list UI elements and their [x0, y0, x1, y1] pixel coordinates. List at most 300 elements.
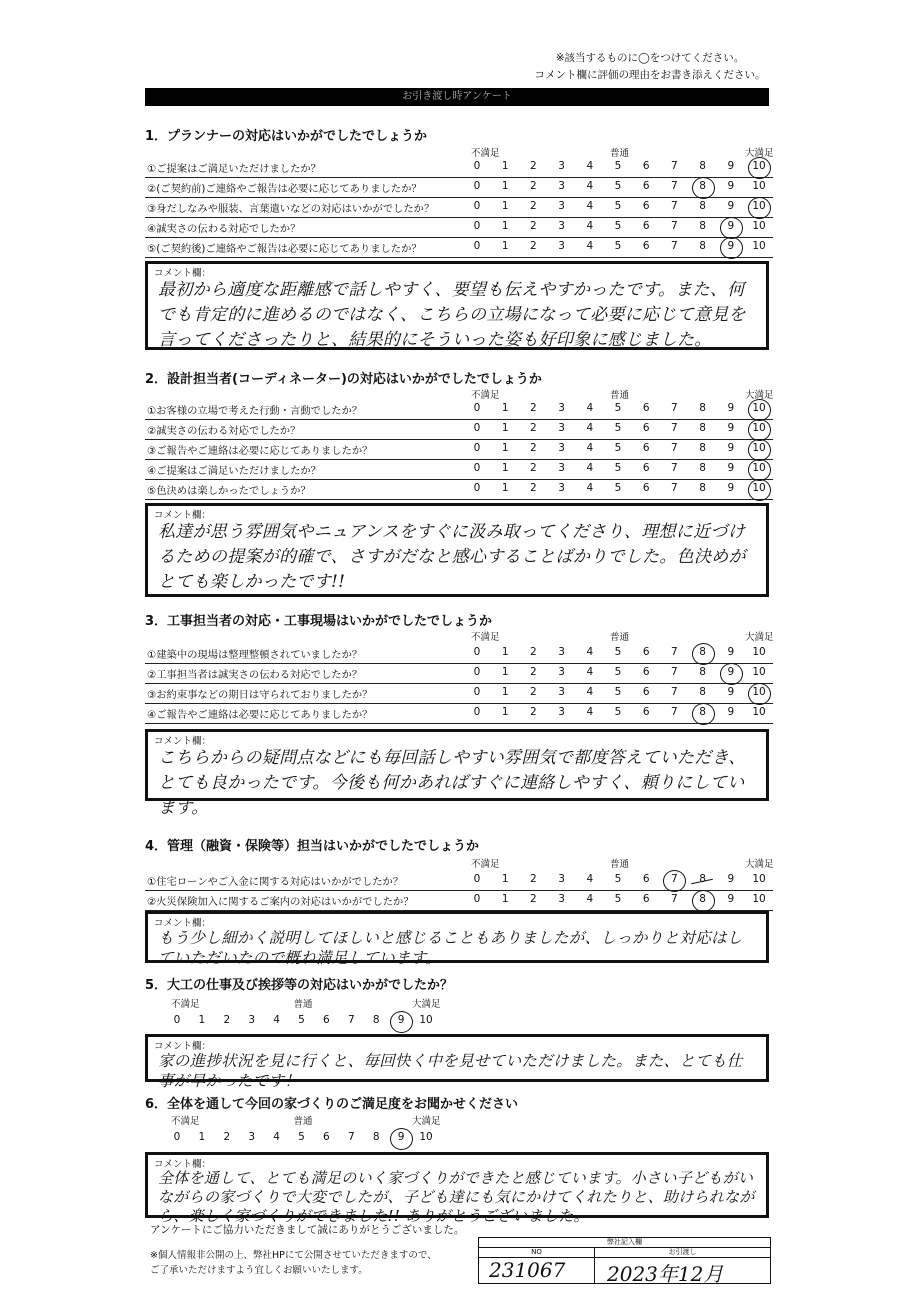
scale-label-mid: 普通	[610, 148, 630, 159]
rating-option-7[interactable]: 7	[671, 462, 678, 474]
rating-option-5[interactable]: 5	[614, 706, 622, 718]
scale-label-low: 不満足	[471, 859, 500, 870]
rating-option-6[interactable]: 6	[642, 220, 650, 232]
rating-option-3[interactable]: 3	[558, 240, 565, 252]
selected-circle-mark	[748, 197, 771, 219]
rating-option-5[interactable]: 5	[614, 200, 622, 212]
rating-option-7[interactable]: 7	[671, 180, 678, 192]
question-text: ①ご提案はご満足いただけましたか？	[147, 163, 321, 175]
survey-banner: お引き渡し時アンケート	[145, 88, 769, 106]
rating-option-9[interactable]: 9	[391, 1014, 411, 1026]
rating-option-5[interactable]: 5	[614, 482, 622, 494]
rating-option-5[interactable]: 5	[614, 220, 622, 232]
scale-label-low: 不満足	[171, 1116, 200, 1127]
rating-option-6[interactable]: 6	[642, 873, 650, 885]
privacy-note-2: ご了承いただけますよう宜しくお願いいたします。	[150, 1265, 368, 1276]
rating-option-6[interactable]: 6	[642, 402, 650, 414]
rating-option-8[interactable]: 8	[699, 666, 706, 678]
rating-option-3[interactable]: 3	[558, 442, 565, 454]
rating-option-6[interactable]: 6	[323, 1131, 330, 1143]
rating-option-2[interactable]: 2	[530, 220, 537, 232]
rating-option-10[interactable]: 10	[749, 160, 769, 172]
question-text: ①お客様の立場で考えた行動・言動でしたか？	[147, 405, 363, 417]
rating-option-10[interactable]: 10	[752, 873, 766, 885]
scale-label-mid: 普通	[610, 632, 630, 643]
rating-option-3[interactable]: 3	[558, 893, 565, 905]
question-row	[145, 684, 773, 704]
rating-option-1[interactable]: 1	[501, 462, 509, 474]
rating-option-10[interactable]: 10	[752, 706, 766, 718]
rating-option-9[interactable]: 9	[727, 873, 735, 885]
rating-option-5[interactable]: 5	[614, 240, 622, 252]
rating-option-1[interactable]: 1	[501, 402, 509, 414]
date-value: 2023年12月	[607, 1262, 724, 1286]
rating-option-8[interactable]: 8	[693, 873, 713, 885]
rating-option-4[interactable]: 4	[586, 893, 594, 905]
rating-option-5[interactable]: 5	[614, 402, 622, 414]
rating-option-10[interactable]: 10	[752, 893, 766, 905]
rating-option-1[interactable]: 1	[501, 893, 509, 905]
rating-option-6[interactable]: 6	[642, 240, 650, 252]
rating-option-3[interactable]: 3	[248, 1014, 256, 1026]
rating-option-3[interactable]: 3	[558, 666, 565, 678]
rating-option-0[interactable]: 0	[473, 893, 481, 905]
rating-option-9[interactable]: 9	[727, 200, 735, 212]
rating-option-9[interactable]: 9	[721, 220, 741, 232]
scale-label-mid: 普通	[610, 859, 630, 870]
rating-option-0[interactable]: 0	[473, 666, 481, 678]
selected-circle-mark	[748, 683, 771, 705]
rating-option-1[interactable]: 1	[501, 706, 509, 718]
question-row	[145, 420, 773, 440]
rating-option-9[interactable]: 9	[727, 422, 735, 434]
rating-option-5[interactable]: 5	[614, 462, 622, 474]
rating-option-9[interactable]: 9	[727, 462, 735, 474]
rating-option-1[interactable]: 1	[501, 422, 509, 434]
rating-option-10[interactable]: 10	[752, 220, 766, 232]
question-text: ③ご報告やご連絡は必要に応じてありましたか？	[147, 445, 373, 457]
rating-option-5[interactable]: 5	[614, 873, 622, 885]
rating-option-5[interactable]: 5	[614, 180, 622, 192]
scale-label-low: 不満足	[171, 999, 200, 1010]
rating-option-9[interactable]: 9	[727, 706, 735, 718]
rating-option-3[interactable]: 3	[558, 220, 565, 232]
rating-option-7[interactable]: 7	[671, 220, 678, 232]
selected-circle-mark	[748, 419, 771, 441]
date-label: お引渡し	[595, 1248, 770, 1258]
comment-label: コメント欄：	[154, 510, 212, 521]
rating-option-6[interactable]: 6	[642, 422, 650, 434]
question-row	[145, 440, 773, 460]
rating-option-3[interactable]: 3	[248, 1131, 256, 1143]
scale-label-low: 不満足	[471, 148, 500, 159]
question-text: ③お約束事などの期日は守られておりましたか？	[147, 689, 373, 701]
selected-circle-mark	[663, 870, 686, 892]
rating-option-4[interactable]: 4	[586, 160, 594, 172]
rating-option-7[interactable]: 7	[671, 666, 678, 678]
rating-option-4[interactable]: 4	[586, 482, 594, 494]
section-5-comment-box	[145, 1034, 769, 1090]
rating-option-0[interactable]: 0	[473, 482, 481, 494]
question-text: ①建築中の現場は整理整頓されていましたか？	[147, 649, 363, 661]
question-text: ⑤(ご契約後)ご連絡やご報告は必要に応じてありましたか？	[147, 243, 422, 255]
question-row	[145, 664, 773, 684]
selected-circle-mark	[748, 459, 771, 481]
rating-option-3[interactable]: 3	[558, 482, 565, 494]
rating-option-8[interactable]: 8	[699, 402, 706, 414]
question-text: ②工事担当者は誠実さの伝わる対応でしたか？	[147, 669, 363, 681]
section-6-title: 6．全体を通して今回の家づくりのご満足度をお聞かせください	[145, 1097, 519, 1112]
rating-option-0[interactable]: 0	[473, 706, 481, 718]
rating-option-5[interactable]: 5	[614, 666, 622, 678]
rating-option-3[interactable]: 3	[558, 706, 565, 718]
scale-label-high: 大満足	[745, 859, 774, 870]
question-row	[145, 158, 773, 178]
privacy-note-1: ※個人情報非公開の上、弊社HPにて公開させていただきますので、	[150, 1250, 437, 1261]
rating-option-8[interactable]: 8	[699, 200, 706, 212]
rating-option-10[interactable]: 10	[419, 1014, 433, 1026]
scale-label-low: 不満足	[471, 632, 500, 643]
rating-option-7[interactable]: 7	[664, 873, 684, 885]
section-1-comment: 最初から適度な距離感で話しやすく、要望も伝えやすかったです。また、何でも肯定的に進めるのではなく、こちらの立場になって必要に応じて意見を言ってくださったりと、結果的にそういった姿も好印象に感じました。	[158, 280, 746, 350]
rating-option-6[interactable]: 6	[642, 666, 650, 678]
rating-option-6[interactable]: 6	[323, 1014, 330, 1026]
rating-option-7[interactable]: 7	[671, 482, 678, 494]
rating-option-0[interactable]: 0	[473, 646, 481, 658]
rating-option-9[interactable]: 9	[391, 1131, 411, 1143]
rating-option-8[interactable]: 8	[693, 646, 713, 658]
section-4-comment-box	[145, 911, 769, 967]
section-5-comment: 家の進捗状況を見に行くと、毎回快く中を見せていただけました。また、とても仕事が早かったです！	[158, 1052, 743, 1090]
office-use-label: 弊社記入欄	[479, 1238, 770, 1248]
question-text: ③身だしなみや服装、言葉遣いなどの対応はいかがでしたか？	[147, 203, 435, 215]
rating-option-0[interactable]: 0	[473, 462, 481, 474]
rating-option-4[interactable]: 4	[586, 180, 594, 192]
comment-label: コメント欄：	[154, 268, 212, 279]
rating-option-2[interactable]: 2	[530, 666, 537, 678]
rating-option-2[interactable]: 2	[530, 893, 537, 905]
rating-option-7[interactable]: 7	[671, 442, 678, 454]
rating-option-7[interactable]: 7	[671, 160, 678, 172]
rating-option-8[interactable]: 8	[699, 240, 706, 252]
rating-option-2[interactable]: 2	[223, 1131, 231, 1143]
rating-option-10[interactable]: 10	[749, 462, 769, 474]
rating-option-1[interactable]: 1	[501, 666, 509, 678]
rating-option-5[interactable]: 5	[614, 893, 622, 905]
rating-option-10[interactable]: 10	[749, 442, 769, 454]
rating-option-7[interactable]: 7	[671, 646, 678, 658]
rating-option-8[interactable]: 8	[699, 160, 706, 172]
rating-option-9[interactable]: 9	[727, 482, 735, 494]
thanks-text: アンケートにご協力いただきまして誠にありがとうございました。	[150, 1224, 465, 1236]
rating-option-2[interactable]: 2	[530, 873, 537, 885]
question-text: ④誠実さの伝わる対応でしたか？	[147, 223, 301, 235]
section-1-title: 1．プランナーの対応はいかがでしたでしょうか	[145, 129, 428, 144]
rating-option-4[interactable]: 4	[586, 666, 594, 678]
rating-option-7[interactable]: 7	[671, 240, 678, 252]
rating-option-5[interactable]: 5	[614, 422, 622, 434]
comment-label: コメント欄：	[154, 736, 212, 747]
rating-option-0[interactable]: 0	[473, 160, 481, 172]
section-6-comment-box	[145, 1152, 769, 1225]
rating-option-10[interactable]: 10	[752, 180, 766, 192]
instruction-note-1: ※該当するものに◯をつけてください。	[555, 52, 745, 64]
rating-option-4[interactable]: 4	[586, 686, 594, 698]
rating-option-9[interactable]: 9	[727, 686, 735, 698]
question-row	[145, 218, 773, 238]
rating-option-3[interactable]: 3	[558, 402, 565, 414]
selected-circle-mark	[692, 177, 715, 199]
comment-label: コメント欄：	[154, 918, 212, 929]
rating-option-2[interactable]: 2	[530, 160, 537, 172]
scale-label-mid: 普通	[293, 1116, 313, 1127]
question-row	[145, 704, 773, 724]
rating-option-3[interactable]: 3	[558, 160, 565, 172]
rating-option-1[interactable]: 1	[501, 200, 509, 212]
question-text: ②(ご契約前)ご連絡やご報告は必要に応じてありましたか？	[147, 183, 422, 195]
rating-option-10[interactable]: 10	[749, 482, 769, 494]
question-text: ①住宅ローンやご入金に関する対応はいかがでしたか？	[147, 876, 404, 888]
section-6-comment: 全体を通して、とても満足のいく家づくりができたと感じています。小さい子どもがいながらの家づくりで大変でしたが、子ども達にも気にかけてくれたりと、助けられながら、楽しく家づくりができました!! ありがとうございました。	[158, 1169, 755, 1225]
rating-option-7[interactable]: 7	[671, 200, 678, 212]
rating-option-7[interactable]: 7	[671, 706, 678, 718]
rating-option-5[interactable]: 5	[614, 442, 622, 454]
rating-option-0[interactable]: 0	[473, 442, 481, 454]
rating-option-2[interactable]: 2	[530, 402, 537, 414]
rating-option-4[interactable]: 4	[586, 402, 594, 414]
rating-option-4[interactable]: 4	[273, 1014, 280, 1026]
rating-option-6[interactable]: 6	[642, 482, 650, 494]
rating-option-8[interactable]: 8	[693, 893, 713, 905]
rating-option-2[interactable]: 2	[223, 1014, 231, 1026]
rating-option-0[interactable]: 0	[473, 240, 481, 252]
section-5-title: 5．大工の仕事及び挨拶等の対応はいかがでしたか？	[145, 978, 454, 993]
rating-option-8[interactable]: 8	[699, 462, 706, 474]
rating-option-10[interactable]: 10	[749, 686, 769, 698]
rating-option-5[interactable]: 5	[614, 160, 622, 172]
rating-option-10[interactable]: 10	[752, 646, 766, 658]
question-row	[145, 400, 773, 420]
rating-option-1[interactable]: 1	[501, 160, 509, 172]
rating-option-8[interactable]: 8	[699, 220, 706, 232]
rating-option-4[interactable]: 4	[586, 873, 594, 885]
rating-option-7[interactable]: 7	[347, 1014, 355, 1026]
rating-option-6[interactable]: 6	[642, 646, 650, 658]
rating-option-7[interactable]: 7	[347, 1131, 355, 1143]
selected-circle-mark	[692, 643, 715, 665]
rating-option-9[interactable]: 9	[727, 893, 735, 905]
rating-option-4[interactable]: 4	[586, 220, 594, 232]
scale-label-low: 不満足	[471, 390, 500, 401]
question-row	[145, 460, 773, 480]
rating-option-1[interactable]: 1	[501, 240, 509, 252]
rating-option-0[interactable]: 0	[473, 873, 481, 885]
selected-circle-mark	[720, 663, 743, 685]
rating-option-4[interactable]: 4	[586, 706, 594, 718]
scale-label-mid: 普通	[293, 999, 313, 1010]
rating-option-6[interactable]: 6	[642, 160, 650, 172]
selected-circle-mark	[390, 1128, 413, 1150]
question-text: ④ご提案はご満足いただけましたか？	[147, 465, 321, 477]
rating-option-1[interactable]: 1	[198, 1014, 206, 1026]
rating-option-9[interactable]: 9	[727, 402, 735, 414]
rating-option-1[interactable]: 1	[501, 180, 509, 192]
question-text: ②火災保険加入に関するご案内の対応はいかがでしたか？	[147, 896, 414, 908]
section-2-comment: 私達が思う雰囲気やニュアンスをすぐに汲み取ってくださり、理想に近づけるための提案が的確で、さすがだなと感心することばかりでした。色決めがとても楽しかったです!!	[158, 522, 746, 592]
rating-option-10[interactable]: 10	[749, 402, 769, 414]
rating-option-9[interactable]: 9	[721, 240, 741, 252]
section-4-comment: もう少し細かく説明してほしいと感じることもありましたが、しっかりと対応はしていただいたので概ね満足しています。	[158, 929, 743, 967]
rating-option-2[interactable]: 2	[530, 706, 537, 718]
rating-option-1[interactable]: 1	[198, 1131, 206, 1143]
rating-option-7[interactable]: 7	[671, 402, 678, 414]
section-3-title: 3．工事担当者の対応・工事現場はいかがでしたでしょうか	[145, 614, 493, 629]
section-4-title: 4．管理（融資・保険等）担当はいかがでしたでしょうか	[145, 839, 480, 854]
question-row	[145, 891, 773, 911]
scale-label-mid: 普通	[610, 390, 630, 401]
selected-circle-mark	[748, 439, 771, 461]
question-row	[145, 178, 773, 198]
rating-option-1[interactable]: 1	[501, 646, 509, 658]
rating-option-8[interactable]: 8	[693, 180, 713, 192]
rating-option-10[interactable]: 10	[752, 666, 766, 678]
section-2-comment-box	[145, 503, 769, 597]
rating-option-4[interactable]: 4	[586, 646, 594, 658]
rating-option-0[interactable]: 0	[473, 180, 481, 192]
question-row	[145, 238, 773, 258]
rating-option-0[interactable]: 0	[173, 1014, 181, 1026]
comment-label: コメント欄：	[154, 1159, 212, 1170]
scale-label-high: 大満足	[745, 148, 774, 159]
rating-option-9[interactable]: 9	[727, 180, 735, 192]
rating-option-2[interactable]: 2	[530, 482, 537, 494]
rating-option-2[interactable]: 2	[530, 180, 537, 192]
rating-option-10[interactable]: 10	[749, 200, 769, 212]
selected-circle-mark	[720, 237, 743, 259]
rating-option-5[interactable]: 5	[298, 1131, 305, 1143]
no-value: 231067	[489, 1258, 566, 1282]
rating-option-0[interactable]: 0	[473, 402, 481, 414]
rating-option-7[interactable]: 7	[671, 686, 678, 698]
rating-option-1[interactable]: 1	[501, 686, 509, 698]
rating-option-0[interactable]: 0	[473, 422, 481, 434]
rating-option-3[interactable]: 3	[558, 873, 565, 885]
rating-option-10[interactable]: 10	[749, 422, 769, 434]
rating-option-3[interactable]: 3	[558, 686, 565, 698]
rating-option-6[interactable]: 6	[642, 706, 650, 718]
rating-option-3[interactable]: 3	[558, 200, 565, 212]
scale-label-high: 大満足	[412, 999, 441, 1010]
scale-label-high: 大満足	[412, 1116, 441, 1127]
office-use-box	[478, 1237, 771, 1284]
comment-label: コメント欄：	[154, 1041, 212, 1052]
rating-option-7[interactable]: 7	[671, 893, 678, 905]
rating-option-8[interactable]: 8	[372, 1131, 380, 1143]
section-3-comment: こちらからの疑問点などにも毎回話しやすい雰囲気で都度答えていただき、とても良かったです。今後も何かあればすぐに連絡しやすく、頼りにしています。	[158, 748, 746, 818]
selected-circle-mark	[748, 157, 771, 179]
rating-option-2[interactable]: 2	[530, 442, 537, 454]
rating-option-6[interactable]: 6	[642, 200, 650, 212]
rating-option-2[interactable]: 2	[530, 686, 537, 698]
rating-option-3[interactable]: 3	[558, 180, 565, 192]
rating-option-0[interactable]: 0	[473, 686, 481, 698]
rating-option-6[interactable]: 6	[642, 180, 650, 192]
rating-option-6[interactable]: 6	[642, 442, 650, 454]
rating-option-5[interactable]: 5	[614, 646, 622, 658]
rating-option-2[interactable]: 2	[530, 422, 537, 434]
rating-option-6[interactable]: 6	[642, 686, 650, 698]
rating-option-4[interactable]: 4	[273, 1131, 280, 1143]
rating-option-4[interactable]: 4	[586, 200, 594, 212]
rating-option-8[interactable]: 8	[693, 706, 713, 718]
rating-option-6[interactable]: 6	[642, 893, 650, 905]
rating-option-9[interactable]: 9	[721, 666, 741, 678]
selected-circle-mark	[720, 217, 743, 239]
rating-option-7[interactable]: 7	[671, 422, 678, 434]
section-2-title: 2．設計担当者(コーディネーター)の対応はいかがでしたでしょうか	[145, 372, 542, 387]
rating-option-0[interactable]: 0	[473, 220, 481, 232]
question-row	[145, 198, 773, 218]
rating-option-2[interactable]: 2	[530, 646, 537, 658]
rating-option-3[interactable]: 3	[558, 462, 565, 474]
question-row	[145, 644, 773, 664]
rating-option-6[interactable]: 6	[642, 462, 650, 474]
rating-option-1[interactable]: 1	[501, 873, 509, 885]
strikethrough-mark	[691, 879, 713, 885]
rating-option-2[interactable]: 2	[530, 462, 537, 474]
rating-option-4[interactable]: 4	[586, 240, 594, 252]
rating-option-10[interactable]: 10	[419, 1131, 433, 1143]
rating-option-8[interactable]: 8	[699, 686, 706, 698]
rating-option-2[interactable]: 2	[530, 240, 537, 252]
selected-circle-mark	[748, 399, 771, 421]
question-text: ④ご報告やご連絡は必要に応じてありましたか？	[147, 709, 373, 721]
rating-option-9[interactable]: 9	[727, 646, 735, 658]
rating-option-0[interactable]: 0	[473, 200, 481, 212]
rating-option-1[interactable]: 1	[501, 220, 509, 232]
rating-option-3[interactable]: 3	[558, 646, 565, 658]
question-text: ②誠実さの伝わる対応でしたか？	[147, 425, 301, 437]
rating-option-9[interactable]: 9	[727, 442, 735, 454]
rating-option-9[interactable]: 9	[727, 160, 735, 172]
selected-circle-mark	[390, 1011, 413, 1033]
rating-option-0[interactable]: 0	[173, 1131, 181, 1143]
scale-label-high: 大満足	[745, 390, 774, 401]
no-label: NO	[479, 1248, 594, 1258]
rating-option-5[interactable]: 5	[298, 1014, 305, 1026]
rating-option-5[interactable]: 5	[614, 686, 622, 698]
section-3-comment-box	[145, 729, 769, 818]
rating-option-10[interactable]: 10	[752, 240, 766, 252]
question-text: ⑤色決めは楽しかったでしょうか？	[147, 485, 311, 497]
rating-option-8[interactable]: 8	[372, 1014, 380, 1026]
question-row	[145, 480, 773, 500]
rating-option-4[interactable]: 4	[586, 422, 594, 434]
rating-option-8[interactable]: 8	[699, 482, 706, 494]
rating-option-8[interactable]: 8	[699, 442, 706, 454]
rating-option-3[interactable]: 3	[558, 422, 565, 434]
rating-option-4[interactable]: 4	[586, 462, 594, 474]
rating-option-1[interactable]: 1	[501, 482, 509, 494]
instruction-note-2: コメント欄に評価の理由をお書き添えください。	[534, 69, 766, 81]
selected-circle-mark	[692, 703, 715, 725]
rating-option-1[interactable]: 1	[501, 442, 509, 454]
rating-option-8[interactable]: 8	[699, 422, 706, 434]
rating-option-4[interactable]: 4	[586, 442, 594, 454]
selected-circle-mark	[748, 479, 771, 501]
rating-option-2[interactable]: 2	[530, 200, 537, 212]
scale-label-high: 大満足	[745, 632, 774, 643]
